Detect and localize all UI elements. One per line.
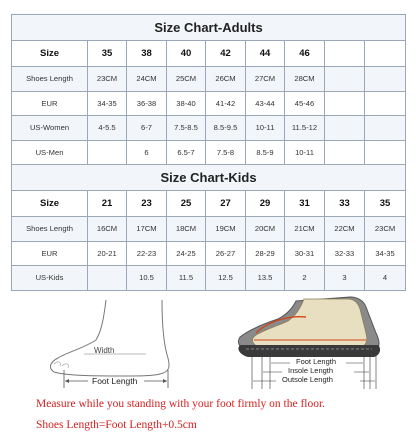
kids-cell: 20CM (246, 217, 285, 242)
adults-header-cell (365, 41, 406, 67)
adults-cell: 11.5-12 (285, 116, 325, 141)
adults-cell (365, 116, 406, 141)
adults-cell (365, 91, 406, 116)
shoe-outsole-length-label: Outsole Length (282, 375, 333, 384)
kids-header-cell: 27 (206, 191, 246, 217)
adults-cell: 27CM (246, 67, 285, 92)
table-row (12, 116, 406, 141)
kids-cell: 4 (365, 266, 406, 291)
kids-cell (88, 266, 127, 291)
kids-cell: 3 (325, 266, 365, 291)
kids-cell: 32-33 (325, 241, 365, 266)
kids-cell: 20-21 (88, 241, 127, 266)
shoe-insole-length-label: Insole Length (288, 366, 334, 375)
adults-cell: 7.5-8 (206, 140, 246, 165)
kids-cell: 17CM (127, 217, 167, 242)
adults-cell: 28CM (285, 67, 325, 92)
kids-cell: 34-35 (365, 241, 406, 266)
size-chart-table (11, 14, 406, 291)
kids-cell: 30-31 (285, 241, 325, 266)
shoe-outsole (238, 345, 380, 357)
adults-header-cell: 38 (127, 41, 167, 67)
shoe-foot-length-label: Foot Length (296, 357, 337, 366)
kids-header-cell: 31 (285, 191, 325, 217)
adults-cell: 10-11 (246, 116, 285, 141)
measure-instruction: Measure while you standing with your foot firmly on the floor. (36, 398, 326, 410)
adults-cell: 8.5-9.5 (206, 116, 246, 141)
width-label: Width (94, 346, 115, 355)
kids-cell: 12.5 (206, 266, 246, 291)
kids-cell: 22-23 (127, 241, 167, 266)
kids-cell: 11.5 (167, 266, 206, 291)
adults-cell: 43-44 (246, 91, 285, 116)
adults-cell (325, 67, 365, 92)
adults-cell (365, 67, 406, 92)
size-chart (11, 14, 405, 291)
adults-cell: 6.5-7 (167, 140, 206, 165)
adults-cell: 10-11 (285, 140, 325, 165)
kids-cell: 23CM (365, 217, 406, 242)
kids-cell: 10.5 (127, 266, 167, 291)
kids-cell: 18CM (167, 217, 206, 242)
adults-cell: 25CM (167, 67, 206, 92)
kids-cell: 19CM (206, 217, 246, 242)
kids-header-cell: 33 (325, 191, 365, 217)
adults-header-cell: 46 (285, 41, 325, 67)
table-row (12, 91, 406, 116)
adults-cell: 26CM (206, 67, 246, 92)
kids-header-cell: 35 (365, 191, 406, 217)
kids-chart-title: Size Chart-Kids (12, 165, 406, 191)
table-row (12, 140, 406, 165)
kids-header-cell: 25 (167, 191, 206, 217)
adults-cell (88, 140, 127, 165)
kids-cell: 16CM (88, 217, 127, 242)
adults-header-cell: 35 (88, 41, 127, 67)
adults-cell: 8.5-9 (246, 140, 285, 165)
kids-cell: 24-25 (167, 241, 206, 266)
kids-cell: 13.5 (246, 266, 285, 291)
kids-header-cell: 29 (246, 191, 285, 217)
table-row (12, 241, 406, 266)
length-formula: Shoes Length=Foot Length+0.5cm (36, 419, 197, 431)
kids-row-label: US-Kids (12, 266, 88, 291)
foot-measure-illustration (28, 296, 198, 388)
adults-cell (325, 140, 365, 165)
adults-cell: 23CM (88, 67, 127, 92)
kids-row-label: Shoes Length (12, 217, 88, 242)
adults-cell: 6 (127, 140, 167, 165)
adults-cell: 7.5-8.5 (167, 116, 206, 141)
kids-row-label: EUR (12, 241, 88, 266)
adults-row-label: EUR (12, 91, 88, 116)
adults-header-cell: 42 (206, 41, 246, 67)
table-row (12, 266, 406, 291)
adults-cell: 36-38 (127, 91, 167, 116)
adults-cell: 45-46 (285, 91, 325, 116)
adults-cell: 4-5.5 (88, 116, 127, 141)
table-row (12, 67, 406, 92)
adults-cell: 41-42 (206, 91, 246, 116)
adults-cell: 6-7 (127, 116, 167, 141)
adults-header-cell (325, 41, 365, 67)
kids-cell: 2 (285, 266, 325, 291)
adults-row-label: US-Men (12, 140, 88, 165)
adults-cell: 38-40 (167, 91, 206, 116)
adults-header-cell: 40 (167, 41, 206, 67)
kids-cell: 28-29 (246, 241, 285, 266)
adults-cell (325, 91, 365, 116)
adults-header-cell: 44 (246, 41, 285, 67)
kids-cell: 26-27 (206, 241, 246, 266)
adults-cell (325, 116, 365, 141)
adults-row-label: Shoes Length (12, 67, 88, 92)
kids-header-cell: 23 (127, 191, 167, 217)
adults-header-cell: Size (12, 41, 88, 67)
table-row (12, 217, 406, 242)
kids-header-cell: Size (12, 191, 88, 217)
adults-cell: 24CM (127, 67, 167, 92)
adults-row-label: US-Women (12, 116, 88, 141)
adults-chart-title: Size Chart-Adults (12, 15, 406, 41)
adults-cell (365, 140, 406, 165)
kids-cell: 21CM (285, 217, 325, 242)
kids-cell: 22CM (325, 217, 365, 242)
kids-header-cell: 21 (88, 191, 127, 217)
foot-length-label: Foot Length (92, 376, 138, 386)
adults-cell: 34-35 (88, 91, 127, 116)
shoe-measure-illustration (226, 293, 398, 389)
